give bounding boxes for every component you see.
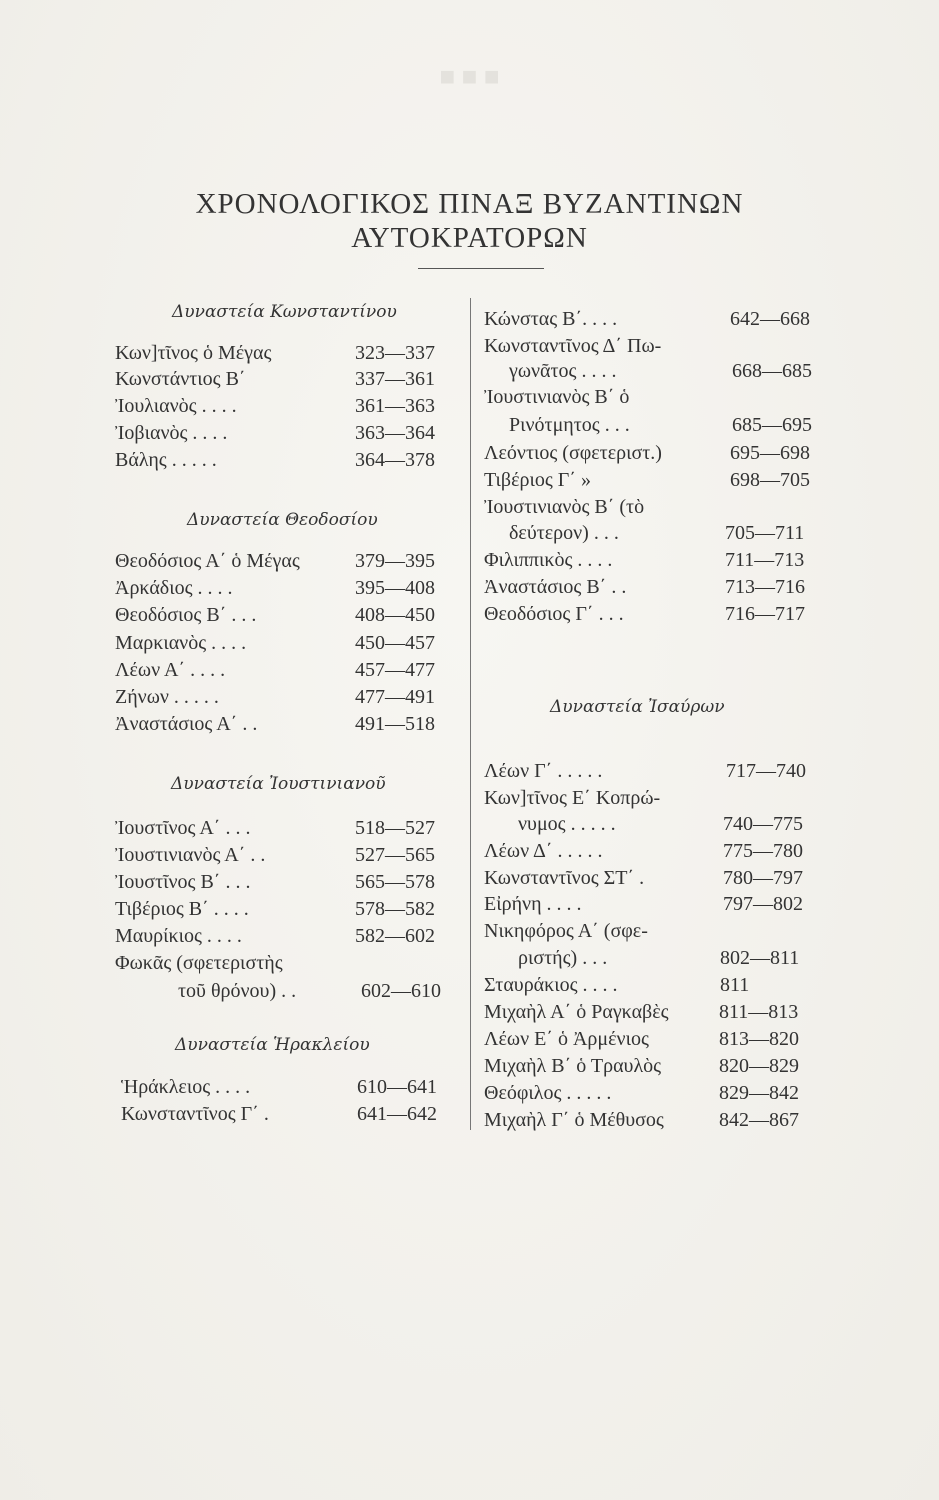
emperor-name: Κωνσταντῖνος Γ΄ . — [121, 1103, 269, 1125]
reign-years: 395—408 — [355, 577, 435, 599]
emperor-name: Σταυράκιος . . . . — [484, 974, 618, 996]
emperor-name: Ρινότμητος . . . — [509, 414, 630, 436]
reign-years: 582—602 — [355, 925, 435, 947]
emperor-name: Λεόντιος (σφετεριστ.) — [484, 442, 662, 464]
reign-years: 705—711 — [725, 522, 805, 544]
page-title-line2: ΑΥΤΟΚΡΑΤΟΡΩΝ — [351, 222, 588, 254]
reign-years: 711—713 — [725, 549, 805, 571]
reign-years: 811—813 — [719, 1001, 799, 1023]
reign-years: 477—491 — [355, 686, 435, 708]
emperor-name: Ἀναστάσιος Β΄ . . — [484, 576, 627, 598]
reign-years: 491—518 — [355, 713, 435, 735]
reign-years: 641—642 — [357, 1103, 437, 1125]
reign-years: 813—820 — [719, 1028, 799, 1050]
reign-years: 527—565 — [355, 844, 435, 866]
reign-years: 602—610 — [361, 980, 441, 1002]
emperor-name: Κωνστάντιος Β΄ — [115, 368, 246, 390]
page-title-line1: ΧΡΟΝΟΛΟΓΙΚΟΣ ΠΙΝΑΞ ΒΥΖΑΝΤΙΝΩΝ — [195, 188, 744, 220]
emperor-name: Ἰουστῖνος Β΄ . . . — [115, 871, 251, 893]
emperor-name: Τιβέριος Β΄ . . . . — [115, 898, 249, 920]
emperor-name: Μιχαὴλ Α΄ ὁ Ραγκαβὲς — [484, 1001, 669, 1023]
emperor-name: Μιχαὴλ Γ΄ ὁ Μέθυσος — [484, 1109, 664, 1131]
emperor-name: Ἰουστινιανὸς Α΄ . . — [115, 844, 266, 866]
reign-years: 695—698 — [730, 442, 810, 464]
reign-years: 450—457 — [355, 632, 435, 654]
heading-heraclian-dynasty: Δυναστεία Ἡρακλείου — [175, 1035, 370, 1055]
title-divider — [418, 268, 544, 269]
emperor-name: Φιλιππικὸς . . . . — [484, 549, 613, 571]
reign-years: 364—378 — [355, 449, 435, 471]
emperor-name: νυμος . . . . . — [518, 813, 616, 835]
emperor-name: Θεοδόσιος Α΄ ὁ Μέγας — [115, 550, 300, 572]
column-divider — [470, 298, 471, 1130]
reign-years: 713—716 — [725, 576, 805, 598]
emperor-name: Φωκᾶς (σφετεριστὴς — [115, 952, 283, 974]
reign-years: 457—477 — [355, 659, 435, 681]
emperor-name: τοῦ θρόνου) . . — [178, 980, 297, 1002]
reign-years: 842—867 — [719, 1109, 799, 1131]
reign-years: 668—685 — [732, 360, 812, 382]
heading-justinian-dynasty: Δυναστεία Ἰουστινιανοῦ — [171, 774, 386, 794]
emperor-name: Ἰουστινιανὸς Β΄ (τὸ — [484, 496, 645, 518]
emperor-name: Κων]τῖνος ὁ Μέγας — [115, 342, 272, 364]
emperor-name: Ἰοβιανὸς . . . . — [115, 422, 228, 444]
reign-years: 802—811 — [720, 947, 800, 969]
reign-years: 642—668 — [730, 308, 810, 330]
reign-years: 717—740 — [726, 760, 806, 782]
emperor-name: Ἀναστάσιος Α΄ . . — [115, 713, 258, 735]
reign-years: 820—829 — [719, 1055, 799, 1077]
heading-isaurian-dynasty: Δυναστεία Ἰσαύρων — [550, 697, 725, 717]
reign-years: 698—705 — [730, 469, 810, 491]
emperor-name: γωνᾶτος . . . . — [509, 360, 617, 382]
reign-years: 518—527 — [355, 817, 435, 839]
reign-years: 578—582 — [355, 898, 435, 920]
emperor-name: Μαυρίκιος . . . . — [115, 925, 242, 947]
heading-constantine-dynasty: Δυναστεία Κωνσταντίνου — [172, 302, 397, 322]
emperor-name: Βάλης . . . . . — [115, 449, 217, 471]
reign-years: 361—363 — [355, 395, 435, 417]
emperor-name: Ἰουστινιανὸς Β΄ ὁ — [484, 386, 630, 408]
reign-years: 775—780 — [723, 840, 803, 862]
bleed-through-decoration: ■ ■ ■ — [439, 62, 500, 91]
emperor-name: Τιβέριος Γ΄ » — [484, 469, 591, 491]
emperor-name: Λέων Α΄ . . . . — [115, 659, 226, 681]
emperor-name: Θεοδόσιος Β΄ . . . — [115, 604, 257, 626]
emperor-name: Ἡράκλειος . . . . — [121, 1076, 251, 1098]
reign-years: 408—450 — [355, 604, 435, 626]
reign-years: 565—578 — [355, 871, 435, 893]
emperor-name: ριστής) . . . — [518, 947, 608, 969]
emperor-name: Κώνστας Β΄. . . . — [484, 308, 618, 330]
reign-years: 323—337 — [355, 342, 435, 364]
emperor-name: δεύτερον) . . . — [509, 522, 619, 544]
emperor-name: Λέων Ε΄ ὁ Ἀρμένιος — [484, 1028, 649, 1050]
reign-years: 363—364 — [355, 422, 435, 444]
reign-years: 829—842 — [719, 1082, 799, 1104]
emperor-name: Μαρκιανὸς . . . . — [115, 632, 247, 654]
emperor-name: Ζήνων . . . . . — [115, 686, 219, 708]
reign-years: 811 — [720, 974, 750, 996]
emperor-name: Κων]τῖνος Ε΄ Κοπρώ- — [484, 787, 661, 809]
emperor-name: Λέων Γ΄ . . . . . — [484, 760, 603, 782]
reign-years: 685—695 — [732, 414, 812, 436]
reign-years: 740—775 — [723, 813, 803, 835]
emperor-name: Θεοδόσιος Γ΄ . . . — [484, 603, 624, 625]
reign-years: 716—717 — [725, 603, 805, 625]
heading-theodosian-dynasty: Δυναστεία Θεοδοσίου — [187, 510, 378, 530]
reign-years: 797—802 — [723, 893, 803, 915]
emperor-name: Μιχαὴλ Β΄ ὁ Τραυλὸς — [484, 1055, 662, 1077]
emperor-name: Νικηφόρος Α΄ (σφε- — [484, 920, 648, 942]
reign-years: 780—797 — [723, 867, 803, 889]
emperor-name: Κωνσταντῖνος Δ΄ Πω- — [484, 335, 662, 357]
emperor-name: Εἰρήνη . . . . — [484, 893, 582, 915]
emperor-name: Ἀρκάδιος . . . . — [115, 577, 233, 599]
emperor-name: Ἰουστῖνος Α΄ . . . — [115, 817, 251, 839]
reign-years: 610—641 — [357, 1076, 437, 1098]
reign-years: 337—361 — [355, 368, 435, 390]
emperor-name: Κωνσταντῖνος ΣΤ΄ . — [484, 867, 645, 889]
reign-years: 379—395 — [355, 550, 435, 572]
emperor-name: Λέων Δ΄ . . . . . — [484, 840, 603, 862]
emperor-name: Θεόφιλος . . . . . — [484, 1082, 612, 1104]
emperor-name: Ἰουλιανὸς . . . . — [115, 395, 237, 417]
